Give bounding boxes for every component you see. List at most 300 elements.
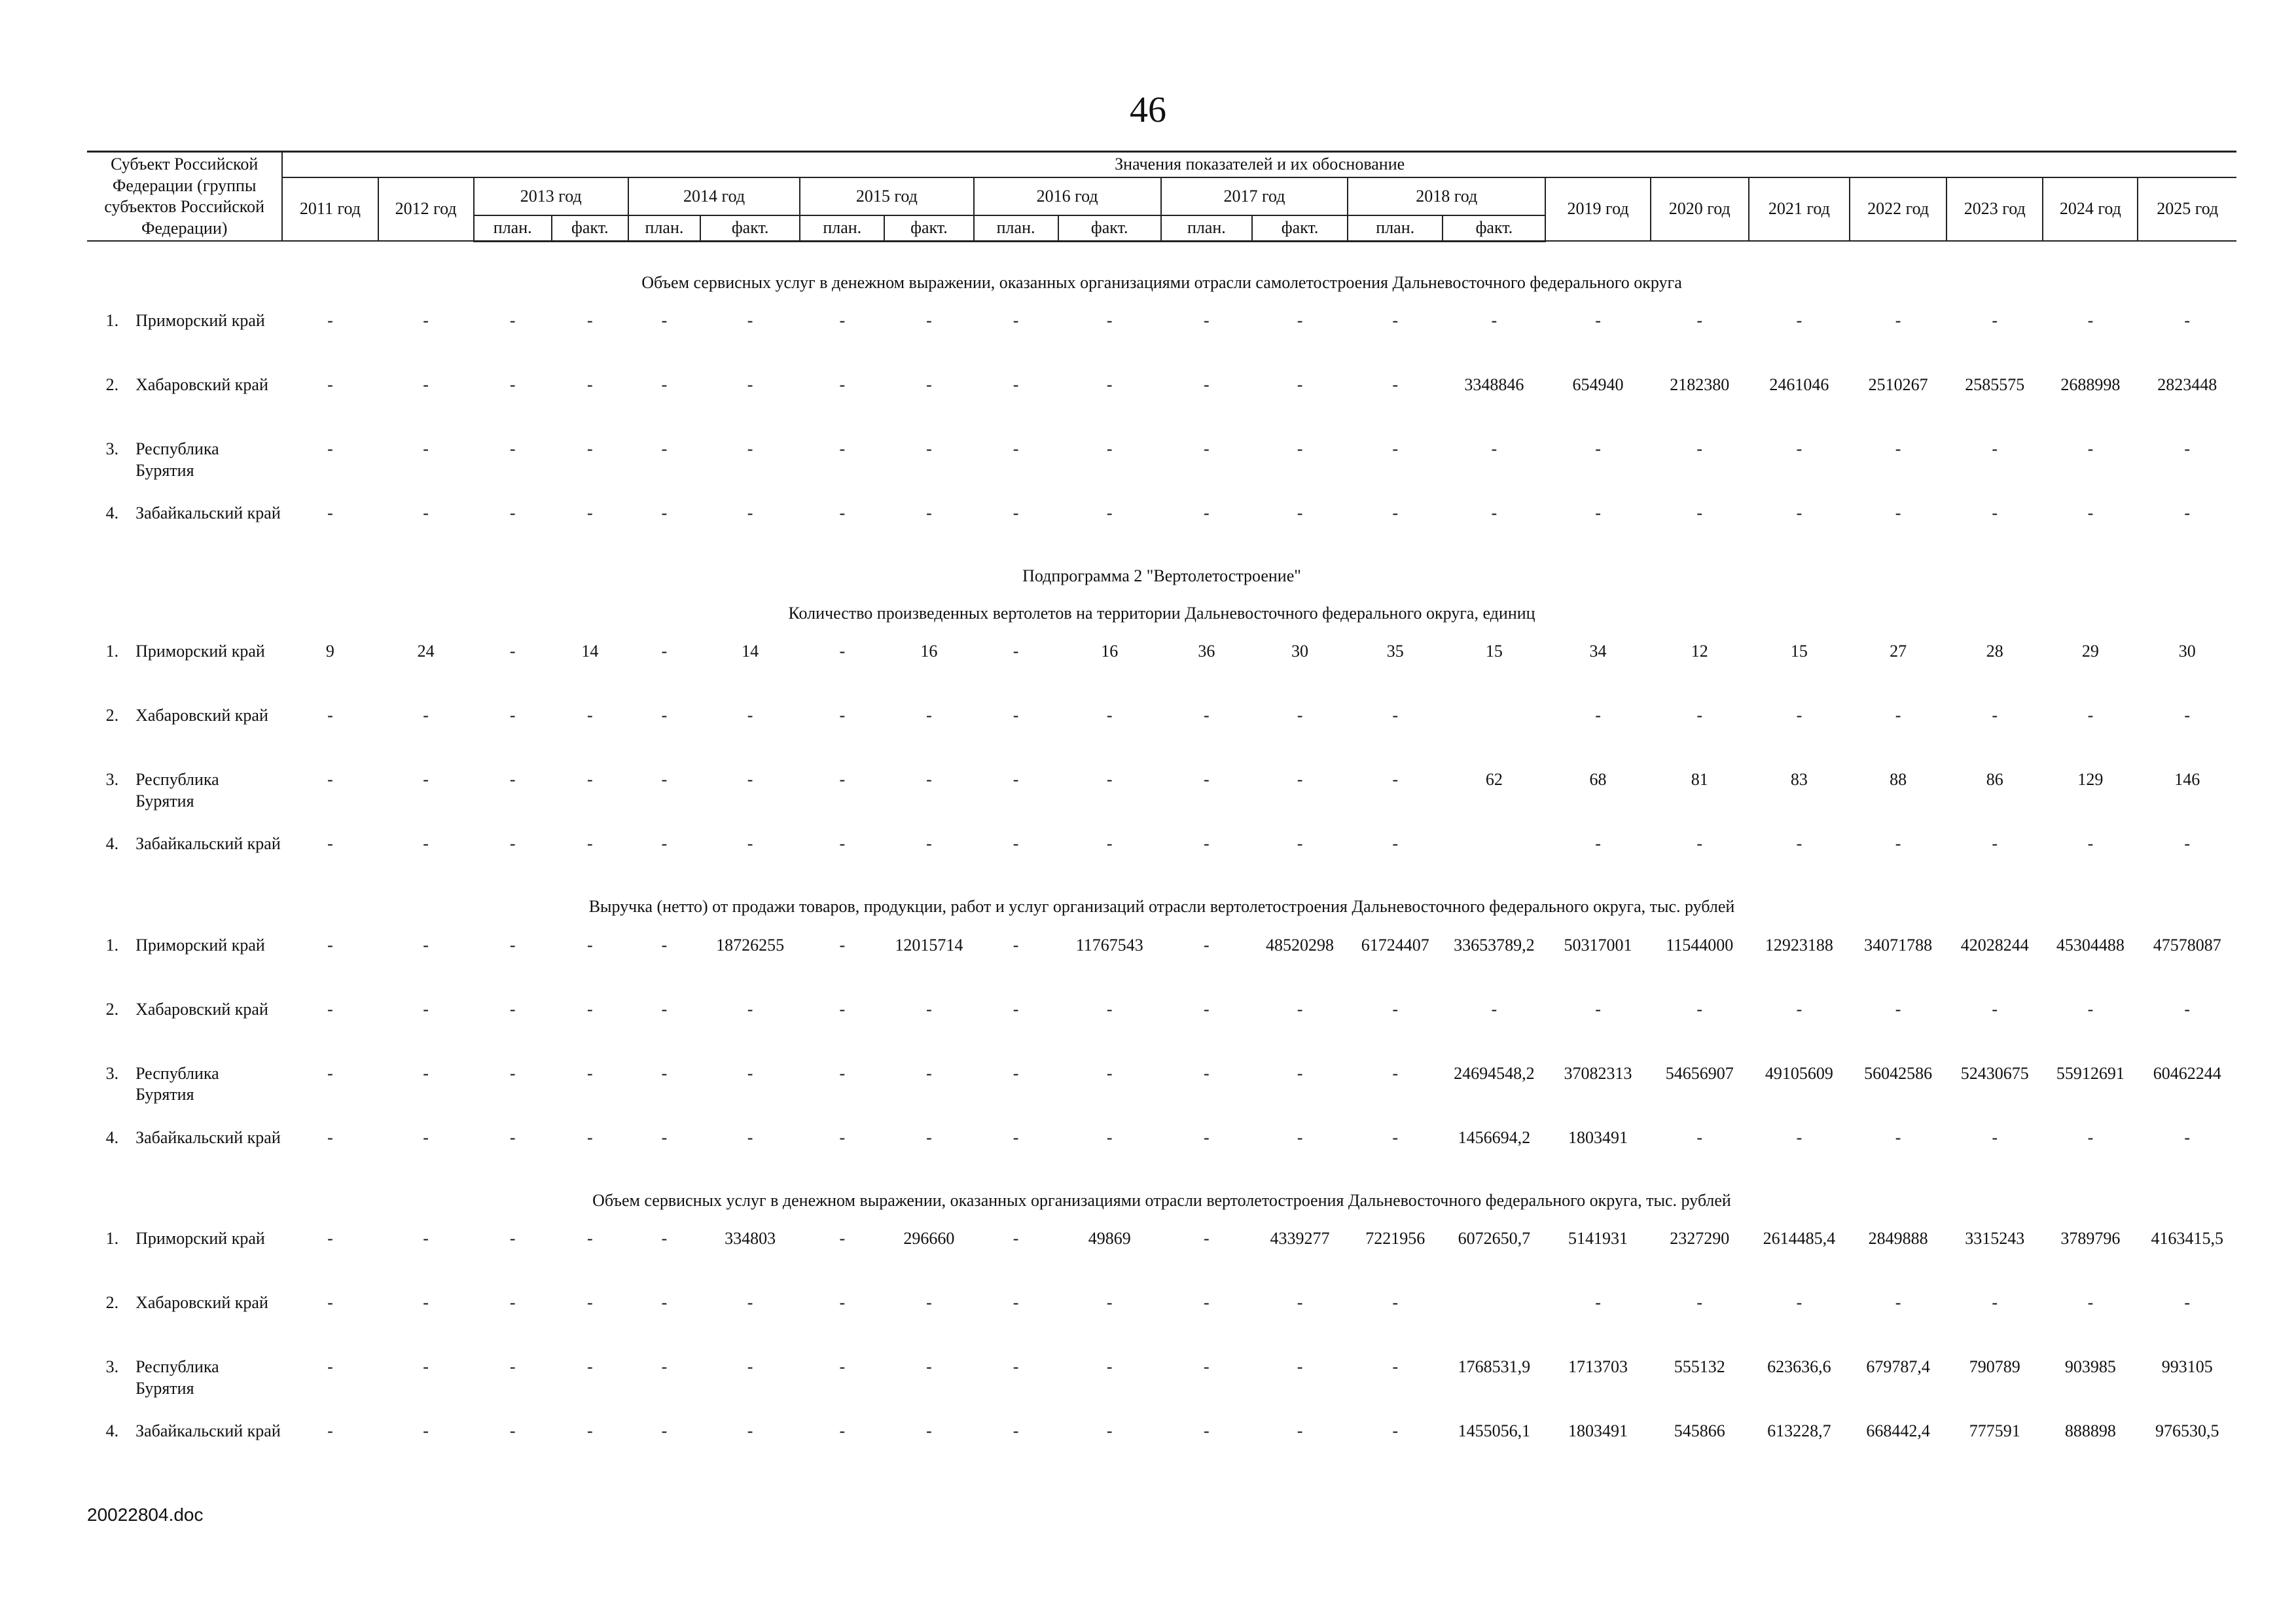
table-row (87, 304, 2236, 368)
value-cell: - (1992, 1293, 1998, 1312)
value-cell: - (587, 834, 593, 853)
value-cell: - (1297, 1063, 1303, 1083)
value-cell: - (839, 375, 846, 394)
value-cell: - (509, 311, 516, 330)
region-name: Приморский край (135, 311, 265, 330)
value-cell: - (1491, 311, 1498, 330)
value-cell: - (839, 1063, 846, 1083)
value-cell: - (1204, 311, 1210, 330)
value-cell: - (926, 503, 932, 522)
value-cell: - (1392, 311, 1399, 330)
value-cell: 993105 (2161, 1357, 2213, 1376)
value-cell: 61724407 (1361, 935, 1429, 955)
value-cell: - (2184, 706, 2191, 725)
value-cell: - (1204, 1293, 1210, 1312)
value-cell: 33653789,2 (1454, 935, 1535, 955)
value-cell: - (1106, 503, 1113, 522)
value-cell: 613228,7 (1767, 1421, 1831, 1440)
value-cell: - (2184, 503, 2191, 522)
year-header-2023: 2023 год (1946, 177, 2043, 242)
value-cell: - (661, 935, 668, 955)
value-cell: - (587, 1293, 593, 1312)
value-cell: 86 (1986, 770, 2003, 789)
value-cell: - (926, 770, 932, 789)
row-number: 3. (105, 770, 119, 789)
page-number: 46 (1130, 90, 1166, 130)
row-number: 2. (105, 375, 119, 394)
value-cell: - (587, 770, 593, 789)
value-cell: - (1297, 834, 1303, 853)
row-number: 1. (105, 1229, 119, 1248)
value-cell: - (1106, 1293, 1113, 1312)
value-cell: - (327, 503, 333, 522)
year-header-2024: 2024 год (2043, 177, 2138, 242)
value-cell: 790789 (1969, 1357, 2020, 1376)
value-cell: 49105609 (1765, 1063, 1833, 1083)
value-cell: - (839, 706, 846, 725)
value-cell: - (1392, 503, 1399, 522)
value-cell: - (587, 1421, 593, 1440)
table-row (87, 1414, 2236, 1478)
region-name: Забайкальский край (135, 1127, 281, 1147)
fact-header: факт. (1443, 215, 1545, 241)
year-header-2020: 2020 год (1651, 177, 1749, 242)
year-header-2016: 2016 год (974, 177, 1161, 216)
value-cell: - (839, 1357, 846, 1376)
value-cell: - (1297, 311, 1303, 330)
row-number: 1. (105, 642, 119, 661)
value-cell: - (587, 1127, 593, 1147)
value-cell: - (1895, 439, 1901, 458)
value-cell: 1803491 (1568, 1421, 1628, 1440)
value-cell: - (1106, 1421, 1113, 1440)
value-cell: - (839, 503, 846, 522)
table-body (87, 241, 2236, 1478)
value-cell: - (1796, 999, 1803, 1019)
value-cell: - (747, 1357, 753, 1376)
value-cell: - (926, 706, 932, 725)
value-cell: 11544000 (1666, 935, 1734, 955)
value-cell: - (423, 999, 429, 1019)
value-cell: - (1392, 834, 1399, 853)
value-cell: 545866 (1674, 1421, 1725, 1440)
value-cell: - (1013, 1293, 1019, 1312)
value-cell: 679787,4 (1866, 1357, 1930, 1376)
value-cell: - (1696, 311, 1703, 330)
table-row (87, 1350, 2236, 1414)
value-cell: - (327, 1357, 333, 1376)
value-cell: - (1696, 999, 1703, 1019)
region-name: Республика Бурятия (135, 439, 219, 480)
value-cell: - (1013, 1127, 1019, 1147)
plan-header: план. (474, 215, 552, 241)
year-header-2018: 2018 год (1348, 177, 1545, 216)
section-title-row (87, 598, 2236, 635)
value-cell: - (327, 1063, 333, 1083)
value-cell: - (1204, 1357, 1210, 1376)
table-row (87, 699, 2236, 763)
value-cell: - (423, 1421, 429, 1440)
value-cell: - (839, 1127, 846, 1147)
value-cell: - (926, 375, 932, 394)
section-title: Выручка (нетто) от продажи товаров, продукции, работ и услуг организаций отрасли вертолетостроения Дальневосточного федерального округа, тыс. рублей (588, 897, 1735, 916)
value-cell: 45304488 (2056, 935, 2125, 955)
value-cell: - (327, 1421, 333, 1440)
value-cell: - (327, 1127, 333, 1147)
value-cell: - (1392, 1293, 1399, 1312)
value-cell: 555132 (1674, 1357, 1725, 1376)
value-cell: - (747, 439, 753, 458)
value-cell: 2461046 (1769, 375, 1829, 394)
value-cell: - (1013, 706, 1019, 725)
value-cell: - (1297, 1357, 1303, 1376)
value-cell: - (661, 642, 668, 661)
table-row (87, 928, 2236, 993)
value-cell: - (1013, 834, 1019, 853)
table-row (87, 763, 2236, 827)
value-cell: - (1392, 1063, 1399, 1083)
value-cell: - (423, 1063, 429, 1083)
value-cell: - (1204, 375, 1210, 394)
row-number: 4. (105, 503, 119, 522)
year-header-2013: 2013 год (474, 177, 628, 216)
row-number: 2. (105, 706, 119, 725)
value-cell: - (1013, 642, 1019, 661)
value-cell: - (327, 834, 333, 853)
value-cell: - (1013, 503, 1019, 522)
value-cell: - (1895, 1293, 1901, 1312)
value-cell: 623636,6 (1767, 1357, 1831, 1376)
value-cell: - (1992, 706, 1998, 725)
fact-header: факт. (1252, 215, 1348, 241)
value-cell: - (747, 1421, 753, 1440)
value-cell: - (661, 503, 668, 522)
value-cell: 55912691 (2056, 1063, 2125, 1083)
value-cell: 1456694,2 (1458, 1127, 1531, 1147)
table-row (87, 634, 2236, 699)
plan-header: план. (1348, 215, 1443, 241)
value-cell: - (509, 1293, 516, 1312)
value-cell: - (661, 706, 668, 725)
value-cell: - (1204, 706, 1210, 725)
value-cell: - (839, 935, 846, 955)
row-number: 3. (105, 439, 119, 458)
value-cell: - (1106, 1357, 1113, 1376)
subprogram-row (87, 560, 2236, 598)
value-cell: 60462244 (2153, 1063, 2221, 1083)
value-cell: - (327, 375, 333, 394)
year-header-2025: 2025 год (2138, 177, 2236, 242)
value-cell: 15 (1485, 642, 1503, 661)
year-header-2011: 2011 год (282, 177, 378, 242)
value-cell: - (1895, 311, 1901, 330)
value-cell: - (587, 999, 593, 1019)
section-title: Объем сервисных услуг в денежном выражении, оказанных организациями отрасли самолетостроения Дальневосточного федерального округа (641, 272, 1682, 292)
value-cell: - (327, 935, 333, 955)
value-cell: - (2184, 834, 2191, 853)
value-cell: - (1106, 311, 1113, 330)
value-cell: 14 (581, 642, 599, 661)
value-cell: - (926, 1063, 932, 1083)
value-cell: - (1392, 1127, 1399, 1147)
section-title-row (87, 1185, 2236, 1222)
value-cell: 37082313 (1564, 1063, 1632, 1083)
value-cell: - (327, 1229, 333, 1248)
value-cell: - (1796, 503, 1803, 522)
value-cell: - (1796, 706, 1803, 725)
value-cell: 6072650,7 (1458, 1229, 1531, 1248)
value-cell: - (926, 1357, 932, 1376)
value-cell: - (587, 439, 593, 458)
value-cell: - (2184, 1127, 2191, 1147)
value-cell: - (661, 834, 668, 853)
value-cell: - (1595, 834, 1601, 853)
value-cell: - (839, 439, 846, 458)
value-cell: 11767543 (1075, 935, 1143, 955)
value-cell: - (509, 1127, 516, 1147)
value-cell: - (747, 999, 753, 1019)
value-cell: - (839, 1229, 846, 1248)
row-number: 3. (105, 1063, 119, 1083)
value-cell: - (423, 770, 429, 789)
section-title: Количество произведенных вертолетов на территории Дальневосточного федерального округа, единиц (788, 603, 1535, 623)
value-cell: 903985 (2064, 1357, 2116, 1376)
value-cell: 1713703 (1568, 1357, 1628, 1376)
region-name: Республика Бурятия (135, 1357, 219, 1398)
table-row (87, 496, 2236, 560)
value-cell: 2823448 (2157, 375, 2217, 394)
region-name: Республика Бурятия (135, 770, 219, 811)
value-cell: - (1392, 1421, 1399, 1440)
value-cell: - (661, 1357, 668, 1376)
value-cell: - (1992, 503, 1998, 522)
value-cell: 4163415,5 (2151, 1229, 2223, 1248)
row-number: 4. (105, 834, 119, 853)
row-number: 2. (105, 1293, 119, 1312)
value-cell: - (327, 706, 333, 725)
value-cell: - (2087, 503, 2094, 522)
value-cell: - (1106, 770, 1113, 789)
value-cell: - (509, 1357, 516, 1376)
value-cell: - (661, 311, 668, 330)
region-name: Хабаровский край (135, 375, 268, 394)
value-cell: 146 (2174, 770, 2200, 789)
value-cell: 2510267 (1868, 375, 1928, 394)
value-cell: - (747, 503, 753, 522)
value-cell: - (1106, 706, 1113, 725)
value-cell: - (1595, 1293, 1601, 1312)
value-cell: - (839, 999, 846, 1019)
value-cell: 30 (2178, 642, 2196, 661)
value-cell: - (1392, 706, 1399, 725)
value-cell: - (423, 1229, 429, 1248)
value-cell: 2688998 (2060, 375, 2121, 394)
row-number: 1. (105, 935, 119, 955)
region-name: Хабаровский край (135, 999, 268, 1019)
value-cell: 88 (1890, 770, 1907, 789)
region-name: Забайкальский край (135, 834, 281, 853)
value-cell: - (2184, 1293, 2191, 1312)
value-cell: - (587, 311, 593, 330)
value-cell: 24 (417, 642, 435, 661)
value-cell: 27 (1890, 642, 1907, 661)
value-cell: - (1204, 439, 1210, 458)
value-cell: 68 (1589, 770, 1607, 789)
value-cell: 12015714 (895, 935, 963, 955)
value-cell: - (839, 1293, 846, 1312)
value-cell: - (1106, 1127, 1113, 1147)
value-cell: - (1013, 770, 1019, 789)
value-cell: - (509, 439, 516, 458)
value-cell: - (839, 642, 846, 661)
region-name: Приморский край (135, 1229, 265, 1248)
value-cell: - (747, 1063, 753, 1083)
table-row (87, 368, 2236, 432)
value-cell: 28 (1986, 642, 2003, 661)
value-cell: - (587, 1229, 593, 1248)
value-cell: - (1297, 706, 1303, 725)
value-cell: - (839, 834, 846, 853)
value-cell: 1455056,1 (1458, 1421, 1531, 1440)
value-cell: - (509, 706, 516, 725)
value-cell: 47578087 (2153, 935, 2221, 955)
year-header-2012: 2012 год (378, 177, 474, 242)
value-cell: - (327, 999, 333, 1019)
value-cell: - (509, 1421, 516, 1440)
value-cell: - (1796, 311, 1803, 330)
value-cell: 56042586 (1864, 1063, 1933, 1083)
value-cell: 2585575 (1965, 375, 2025, 394)
value-cell: - (423, 503, 429, 522)
value-cell: 48520298 (1266, 935, 1335, 955)
year-header-2022: 2022 год (1850, 177, 1946, 242)
subject-column-header: Субъект Российской Федерации (группы субъектов Российской Федерации) (87, 152, 282, 242)
value-cell: 12923188 (1765, 935, 1833, 955)
value-cell: 62 (1485, 770, 1503, 789)
section-title-row (87, 891, 2236, 928)
value-cell: - (1895, 706, 1901, 725)
value-cell: - (1992, 311, 1998, 330)
row-number: 2. (105, 999, 119, 1019)
value-cell: - (1491, 999, 1498, 1019)
region-name: Приморский край (135, 935, 265, 955)
value-cell: - (509, 503, 516, 522)
value-cell: - (1297, 1127, 1303, 1147)
value-cell: - (509, 1229, 516, 1248)
subprogram-title: Подпрограмма 2 "Вертолетостроение" (1022, 566, 1301, 585)
value-cell: - (2087, 706, 2094, 725)
value-cell: - (423, 375, 429, 394)
value-cell: - (1204, 770, 1210, 789)
value-cell: 3315243 (1965, 1229, 2025, 1248)
value-cell: 24694548,2 (1454, 1063, 1535, 1083)
value-cell: - (1696, 439, 1703, 458)
value-cell: - (926, 1421, 932, 1440)
value-cell: - (747, 375, 753, 394)
value-cell: - (1013, 375, 1019, 394)
value-cell: 14 (742, 642, 759, 661)
value-cell: - (1204, 1421, 1210, 1440)
value-cell: 12 (1691, 642, 1708, 661)
value-cell: 50317001 (1564, 935, 1632, 955)
value-cell: 334803 (725, 1229, 776, 1248)
value-cell: - (1297, 999, 1303, 1019)
value-cell: - (2087, 439, 2094, 458)
value-cell: 129 (2077, 770, 2104, 789)
year-header-2019: 2019 год (1545, 177, 1650, 242)
value-cell: 2614485,4 (1763, 1229, 1836, 1248)
value-cell: - (839, 1421, 846, 1440)
value-cell: - (1595, 439, 1601, 458)
value-cell: - (661, 439, 668, 458)
value-cell: - (661, 1421, 668, 1440)
value-cell: - (1992, 439, 1998, 458)
value-cell: - (1013, 1229, 1019, 1248)
value-cell: - (1491, 503, 1498, 522)
value-cell: - (587, 503, 593, 522)
value-cell: - (1013, 1357, 1019, 1376)
value-cell: - (1992, 999, 1998, 1019)
section-title-row (87, 267, 2236, 304)
table-row (87, 432, 2236, 496)
value-cell: - (327, 439, 333, 458)
value-cell: - (1204, 1127, 1210, 1147)
value-cell: - (1392, 770, 1399, 789)
value-cell: - (1796, 439, 1803, 458)
value-cell: - (1204, 1229, 1210, 1248)
value-cell: - (2087, 834, 2094, 853)
region-name: Забайкальский край (135, 1421, 281, 1440)
value-cell: 1768531,9 (1458, 1357, 1531, 1376)
value-cell: 7221956 (1365, 1229, 1426, 1248)
value-cell: - (2184, 439, 2191, 458)
value-cell: - (327, 770, 333, 789)
value-cell: - (661, 1063, 668, 1083)
value-cell: - (926, 439, 932, 458)
value-cell: - (1013, 311, 1019, 330)
value-cell: - (1106, 375, 1113, 394)
value-cell: - (587, 1357, 593, 1376)
value-cell: - (1392, 375, 1399, 394)
footer-filename: 20022804.doc (87, 1504, 204, 1525)
value-cell: - (1595, 999, 1601, 1019)
value-cell (1443, 827, 1545, 891)
value-cell: - (926, 1293, 932, 1312)
value-cell: - (509, 375, 516, 394)
value-cell: 5141931 (1568, 1229, 1628, 1248)
value-cell: 18726255 (716, 935, 785, 955)
value-cell: - (2087, 311, 2094, 330)
table-row (87, 1057, 2236, 1121)
value-cell: - (2184, 311, 2191, 330)
value-cell: - (1297, 439, 1303, 458)
value-cell: 36 (1198, 642, 1215, 661)
value-cell: - (926, 311, 932, 330)
value-cell: - (839, 770, 846, 789)
value-cell: - (587, 1063, 593, 1083)
value-cell: - (1796, 1293, 1803, 1312)
value-cell: - (2087, 1293, 2094, 1312)
value-cell: - (509, 770, 516, 789)
value-cell: - (1696, 503, 1703, 522)
value-cell: 668442,4 (1866, 1421, 1930, 1440)
year-header-2017: 2017 год (1161, 177, 1348, 216)
value-cell: - (926, 1127, 932, 1147)
value-cell: 30 (1291, 642, 1309, 661)
value-cell: 42028244 (1960, 935, 2029, 955)
value-cell: - (509, 642, 516, 661)
plan-header: план. (1161, 215, 1252, 241)
